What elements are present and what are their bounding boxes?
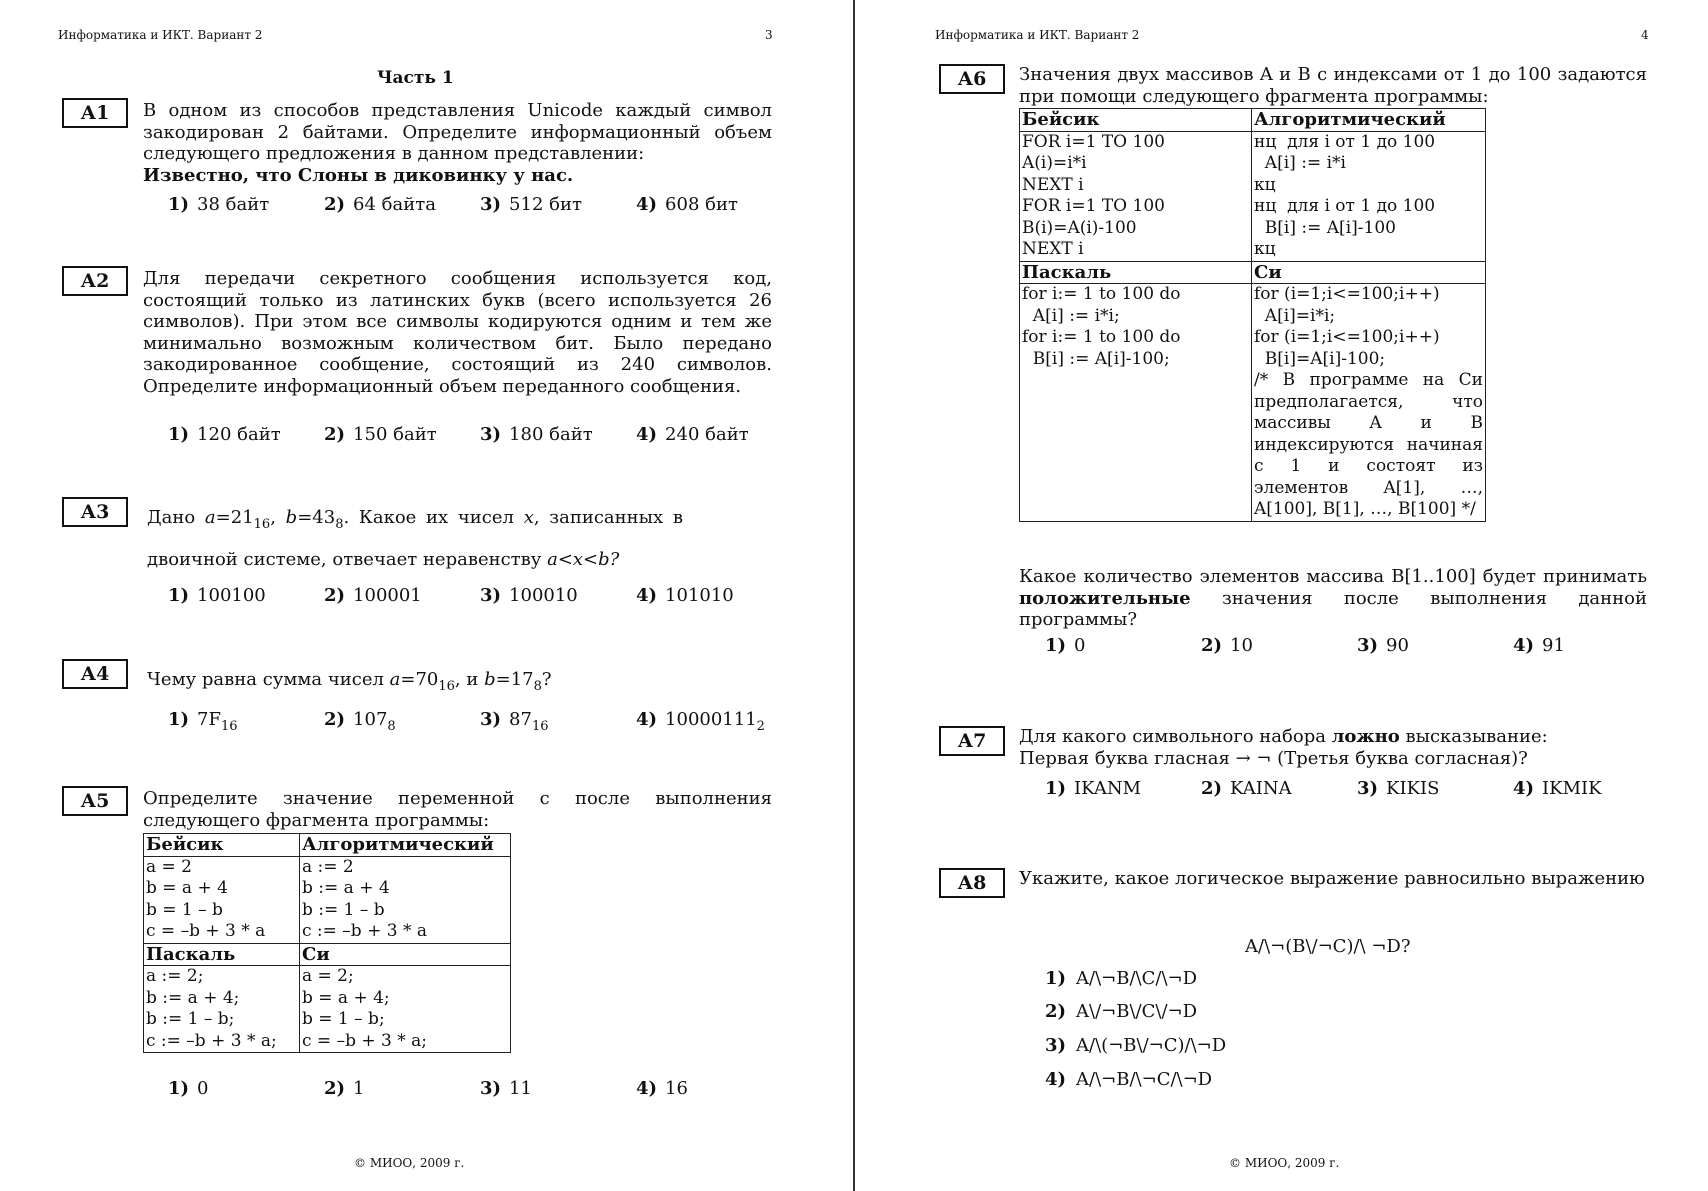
question-a5 bbox=[62, 786, 772, 1106]
option-2[interactable]: 2) 64 байта bbox=[324, 194, 436, 215]
pascal-header: Паскаль bbox=[1020, 261, 1252, 284]
option-2[interactable]: 2) 150 байт bbox=[324, 424, 437, 445]
option-2[interactable]: 2) $107_8$ bbox=[324, 709, 396, 734]
c-code-cell bbox=[1252, 284, 1486, 522]
options bbox=[168, 194, 738, 215]
option-4[interactable]: 4) IKMIK bbox=[1513, 778, 1602, 799]
options bbox=[168, 585, 734, 606]
question-label: А3 bbox=[62, 497, 128, 527]
code-table bbox=[1019, 108, 1486, 522]
question-label: А7 bbox=[939, 726, 1005, 756]
option-4[interactable]: 4) A/\¬B/\¬C/\¬D bbox=[1045, 1069, 1213, 1090]
option-1[interactable]: 1) A/\¬B/\C/\¬D bbox=[1045, 968, 1198, 989]
options bbox=[1045, 635, 1565, 656]
right-page bbox=[857, 0, 1708, 1191]
question-text: Определите значение переменной c после выполнения следующего фрагмента программы: bbox=[143, 788, 772, 831]
option-2[interactable]: 2) 100001 bbox=[324, 585, 422, 606]
option-1[interactable]: 1) 0 bbox=[168, 1078, 209, 1099]
c-comment: /* В программе на Си предполагается, что массивы A и B индексируются начиная с 1 и состоят из элементов A[1], …, A[100], B[1], …, B[100] */ bbox=[1254, 370, 1483, 519]
right-page-number: 4 bbox=[1641, 28, 1649, 42]
question-body: В одном из способов представления Unicode каждый символ закодирован 2 байтами. Определите информационный объем следующего предложения в данном представлении: bbox=[143, 100, 772, 164]
question-text-line2: двоичной системе, отвечает неравенству a<x<b? bbox=[147, 549, 620, 570]
question-label: А2 bbox=[62, 266, 128, 296]
question-a4 bbox=[62, 659, 772, 749]
option-4[interactable]: 4) 608 бит bbox=[636, 194, 738, 215]
left-footer: © МИОО, 2009 г. bbox=[354, 1156, 465, 1170]
page-divider bbox=[853, 0, 855, 1191]
question-bold: Известно, что Слоны в диковинку у нас. bbox=[143, 164, 574, 186]
c-code: for (i=1;i<=100;i++) A[i]=i*i; for (i=1;i<=100;i++) B[i]=A[i]-100; bbox=[1254, 284, 1440, 369]
options bbox=[168, 1078, 688, 1099]
option-3[interactable]: 3) 100010 bbox=[480, 585, 578, 606]
right-footer: © МИОО, 2009 г. bbox=[1229, 1156, 1340, 1170]
question-label: А1 bbox=[62, 98, 128, 128]
option-1[interactable]: 1) 100100 bbox=[168, 585, 266, 606]
option-1[interactable]: 1) 0 bbox=[1045, 635, 1086, 656]
option-4[interactable]: 4) $10000111_2$ bbox=[636, 709, 765, 734]
options bbox=[1045, 778, 1602, 799]
question-label: А8 bbox=[939, 868, 1005, 898]
option-2[interactable]: 2) 10 bbox=[1201, 635, 1253, 656]
alg-header: Алгоритмический bbox=[1252, 109, 1486, 132]
c-code: a = 2; b = a + 4; b = 1 – b; c = –b + 3 * a; bbox=[300, 966, 511, 1053]
option-1[interactable]: 1) IKANM bbox=[1045, 778, 1142, 799]
question-text: Значения двух массивов A и B с индексами от 1 до 100 задаются при помощи следующего фрагмента программы: bbox=[1019, 64, 1647, 107]
pascal-code: a := 2; b := a + 4; b := 1 – b; c := –b + 3 * a; bbox=[144, 966, 300, 1053]
option-3[interactable]: 3) KIKIS bbox=[1357, 778, 1440, 799]
option-4[interactable]: 4) 240 байт bbox=[636, 424, 749, 445]
option-4[interactable]: 4) 91 bbox=[1513, 635, 1565, 656]
part-title: Часть 1 bbox=[377, 68, 454, 88]
option-1[interactable]: 1) 38 байт bbox=[168, 194, 270, 215]
question-label: А6 bbox=[939, 64, 1005, 94]
alg-code: a := 2 b := a + 4 b := 1 – b c := –b + 3 * a bbox=[300, 856, 511, 943]
right-header: Информатика и ИКТ. Вариант 2 bbox=[935, 28, 1140, 42]
question-followup: Какое количество элементов массива B[1..100] будет принимать положительные значения после выполнения данной программы? bbox=[1019, 566, 1647, 630]
basic-code: a = 2 b = a + 4 b = 1 – b c = –b + 3 * a bbox=[144, 856, 300, 943]
alg-code: нц для i от 1 до 100 A[i] := i*i кц нц для i от 1 до 100 B[i] := A[i]-100 кц bbox=[1252, 131, 1486, 261]
question-a1 bbox=[62, 98, 772, 218]
question-label: А5 bbox=[62, 786, 128, 816]
pascal-header: Паскаль bbox=[144, 943, 300, 966]
option-3[interactable]: 3) A/\(¬B\/¬C)/\¬D bbox=[1045, 1035, 1227, 1056]
option-3[interactable]: 3) 11 bbox=[480, 1078, 532, 1099]
option-1[interactable]: 1) 120 байт bbox=[168, 424, 281, 445]
question-text: Чему равна сумма чисел $a=70_{16}$, и $b=17_8$? bbox=[147, 669, 552, 694]
question-a2 bbox=[62, 266, 772, 456]
question-text: Для передачи секретного сообщения используется код, состоящий только из латинских букв (всего используется 26 символов). При этом все символы кодируются одним и тем же минимально возможным количеством бит. Было передано закодированное сообщение, состоящий из 240 символов. Определите информационный объем переданного сообщения. bbox=[143, 268, 772, 397]
left-page-number: 3 bbox=[765, 28, 773, 42]
question-a3 bbox=[62, 497, 772, 617]
option-1[interactable]: 1) $7F_{16}$ bbox=[168, 709, 238, 734]
pascal-code: for i:= 1 to 100 do A[i] := i*i; for i:= 1 to 100 do B[i] := A[i]-100; bbox=[1020, 284, 1252, 522]
question-a6 bbox=[939, 64, 1707, 674]
question-text bbox=[143, 100, 772, 186]
question-text: Для какого символьного набора ложно высказывание: Первая буква гласная → ¬ (Третья буква согласная)? bbox=[1019, 726, 1548, 769]
option-4[interactable]: 4) 101010 bbox=[636, 585, 734, 606]
question-label: А4 bbox=[62, 659, 128, 689]
option-2[interactable]: 2) A\/¬B\/C\/¬D bbox=[1045, 1001, 1198, 1022]
code-table bbox=[143, 833, 511, 1053]
option-3[interactable]: 3) $87_{16}$ bbox=[480, 709, 549, 734]
option-3[interactable]: 3) 512 бит bbox=[480, 194, 582, 215]
basic-code: FOR i=1 TO 100 A(i)=i*i NEXT i FOR i=1 TO 100 B(i)=A(i)-100 NEXT i bbox=[1020, 131, 1252, 261]
question-a8 bbox=[939, 868, 1707, 1098]
question-text: Дано $a=21_{16}$, $b=43_8$. Какое их чисел x, записанных в bbox=[147, 507, 683, 532]
formula: A/\¬(B\/¬C)/\ ¬D? bbox=[1245, 936, 1411, 957]
option-2[interactable]: 2) KAINA bbox=[1201, 778, 1292, 799]
option-2[interactable]: 2) 1 bbox=[324, 1078, 365, 1099]
question-text: Укажите, какое логическое выражение равносильно выражению bbox=[1019, 868, 1645, 889]
option-4[interactable]: 4) 16 bbox=[636, 1078, 688, 1099]
options bbox=[168, 424, 749, 445]
option-3[interactable]: 3) 90 bbox=[1357, 635, 1409, 656]
left-header: Информатика и ИКТ. Вариант 2 bbox=[58, 28, 263, 42]
alg-header: Алгоритмический bbox=[300, 834, 511, 857]
basic-header: Бейсик bbox=[144, 834, 300, 857]
question-a7 bbox=[939, 726, 1707, 816]
c-header: Си bbox=[300, 943, 511, 966]
left-page bbox=[0, 0, 853, 1191]
option-3[interactable]: 3) 180 байт bbox=[480, 424, 593, 445]
options bbox=[168, 709, 765, 734]
c-header: Си bbox=[1252, 261, 1486, 284]
basic-header: Бейсик bbox=[1020, 109, 1252, 132]
